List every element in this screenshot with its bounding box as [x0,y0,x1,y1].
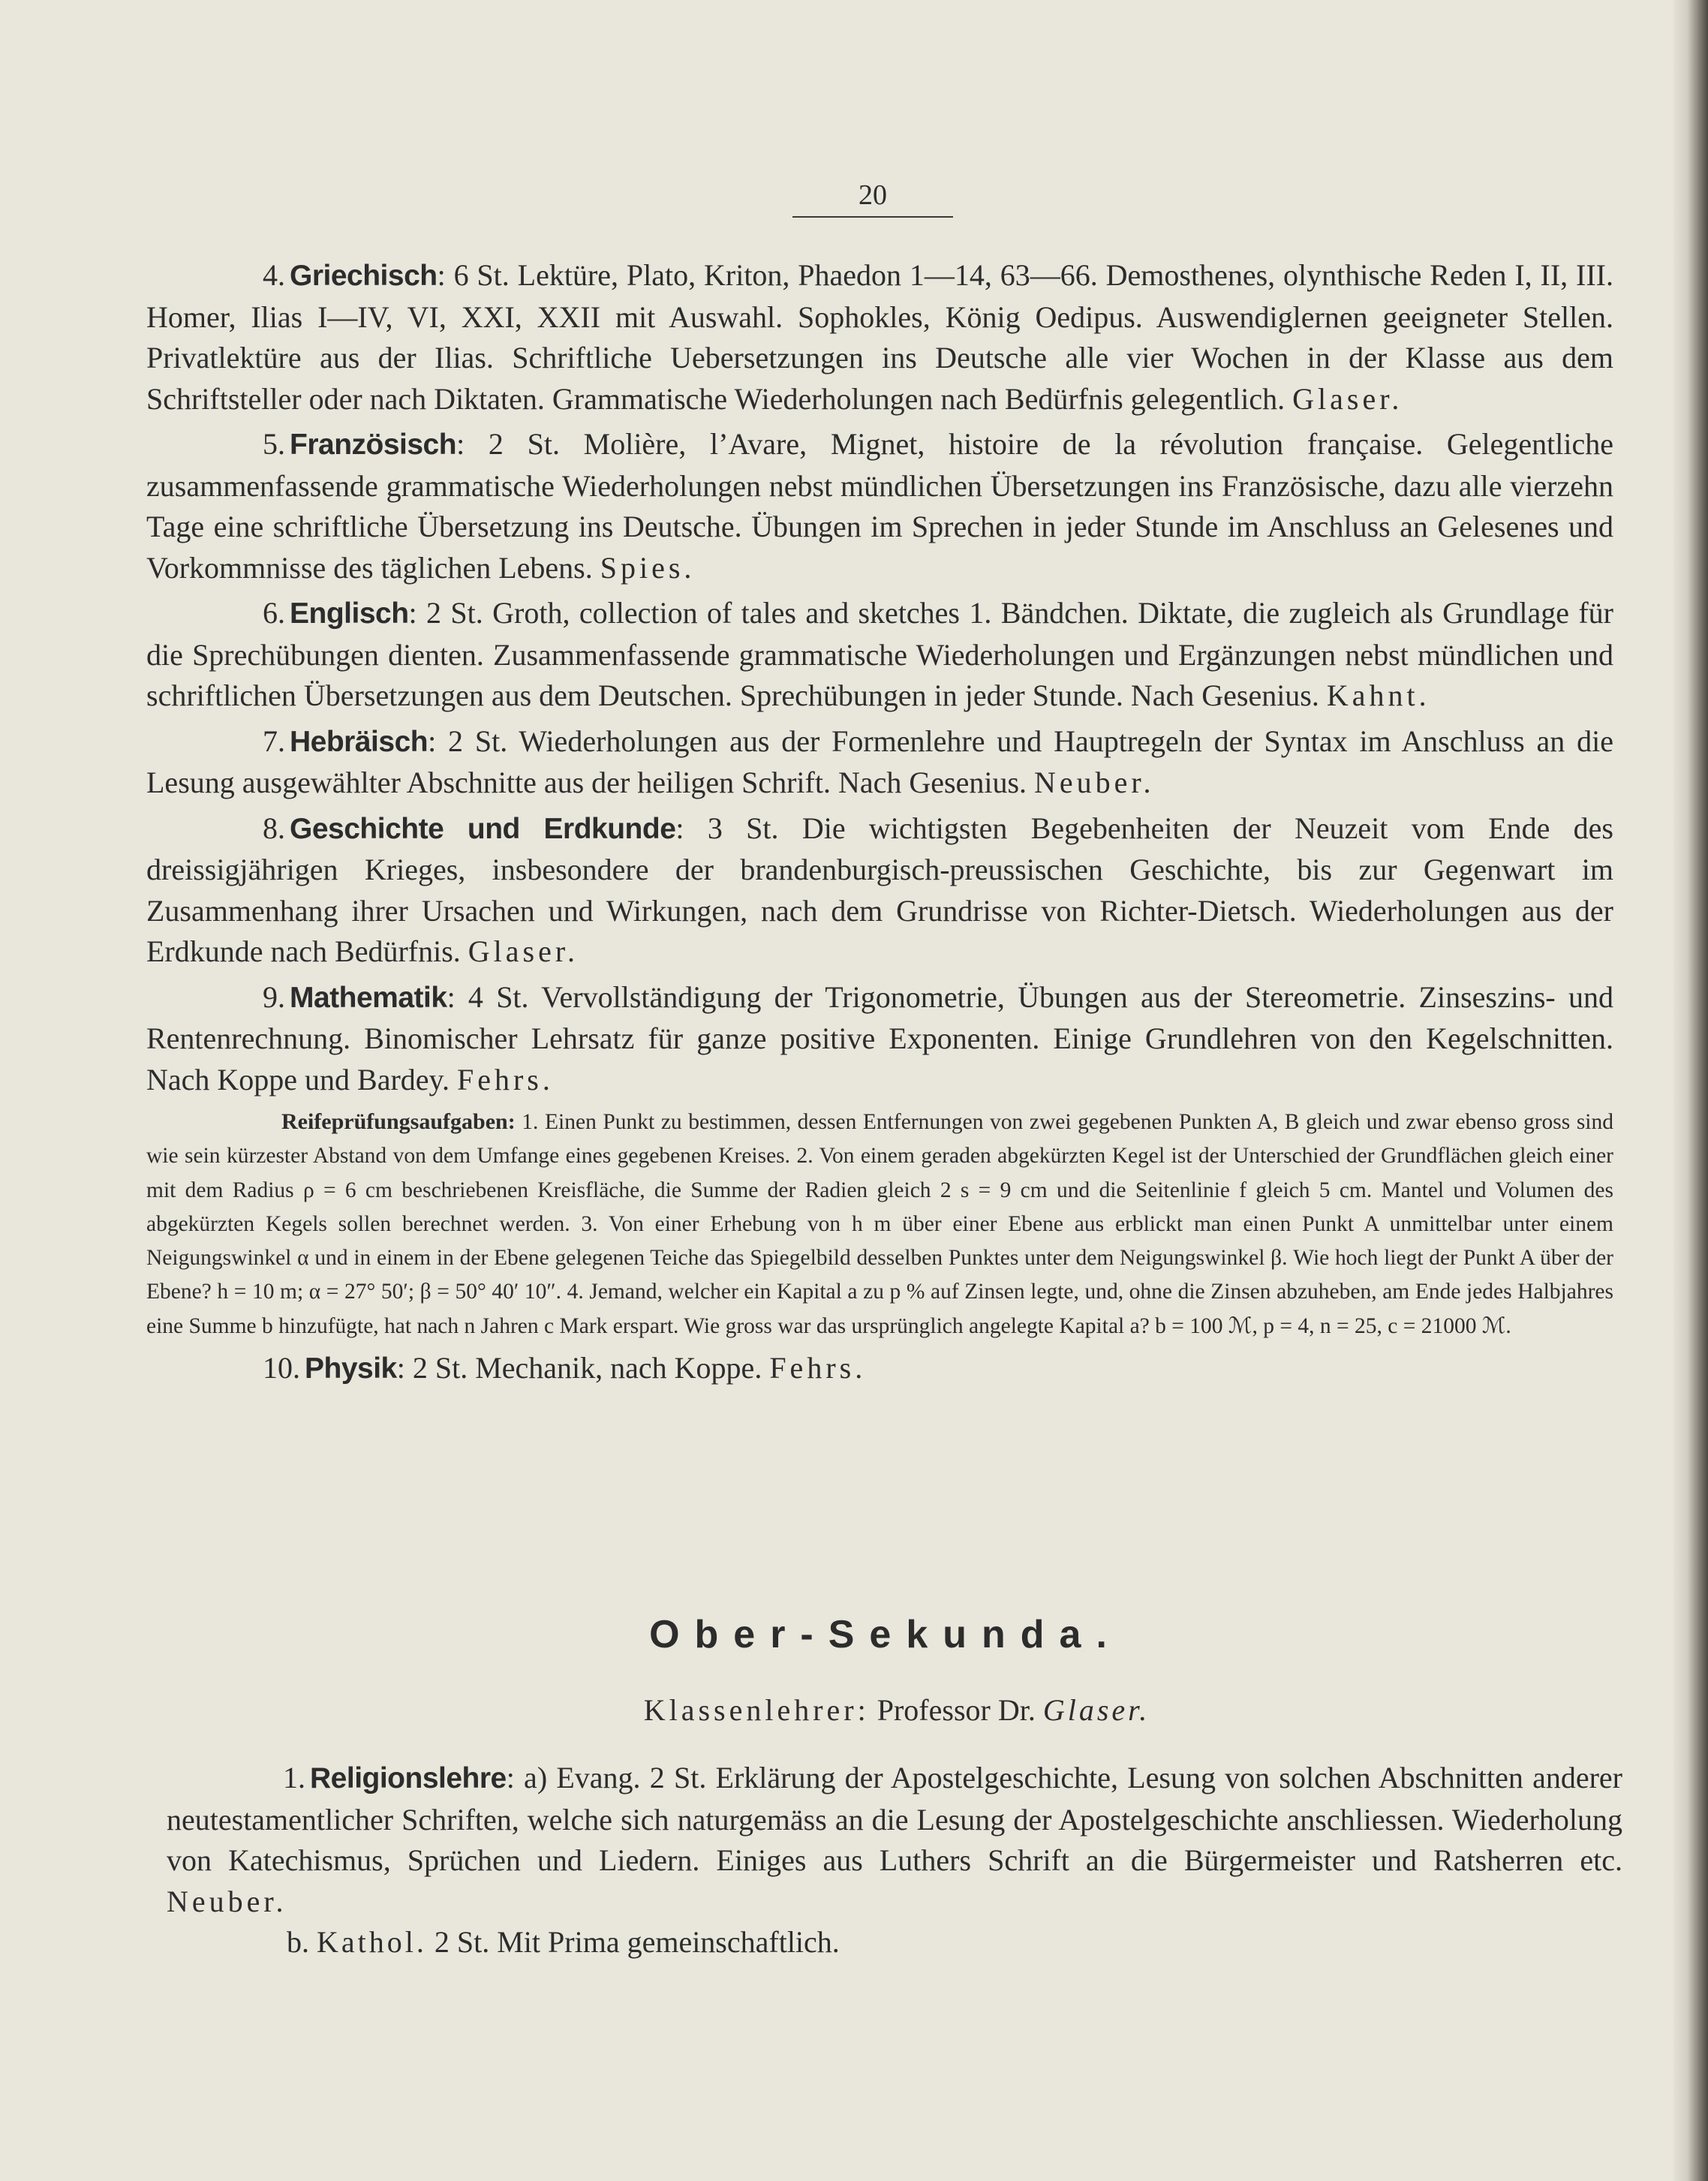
subject-text: : 6 St. Lektüre, Plato, Kriton, Phaedon 1—14, 63—66. Demosthenes, olynthische Reden I, II, III. Homer, Ilias I—IV, VI, XXI, XXII mit Auswahl. Sophokles, König Oedipus. Auswendiglernen geeigneter Stellen. Privatlektüre aus der Ilias. Schriftliche Uebersetzungen ins Deutsche alle vier Wochen in der Klasse aus dem Schriftsteller oder nach Diktaten. Grammatische Wiederholungen nach Bedürfnis gelegentlich. [146,258,1613,416]
page-number: 20 [792,179,953,218]
klassenlehrer-title: Professor Dr. [877,1693,1036,1727]
subject-text: : 2 St. Groth, collection of tales and sketches 1. Bändchen. Diktate, die zugleich als Grundlage für die Sprechübungen dienten. Zusammenfassende grammatische Wiederholungen und Ergänzungen nebst mündlichen und schriftlichen Übersetzungen aus dem Deutschen. Sprechübungen in jeder Stunde. Nach Gesenius. [146,596,1613,712]
subject-text: : 2 St. Molière, l’Avare, Mignet, histoire de la révolution française. Gelegentliche zusammenfassende grammatische Wiederholungen nebst mündlichen Übersetzungen ins Französische, dazu alle vierzehn Tage eine schriftliche Übersetzung ins Deutsche. Übungen im Sprechen in jeder Stunde im Anschluss an Gelesenes und Vorkommnisse des täglichen Lebens. [146,427,1613,585]
subject-title: Mathematik [290,981,447,1014]
subject-title: Physik [305,1352,397,1385]
subject-title: Geschichte und Erdkunde [290,812,676,845]
teacher-name: Neuber. [167,1884,287,1918]
teacher-name: Spies. [600,550,696,585]
ober-sekunda-block [167,1758,1622,1963]
subject-text: : 2 St. Mechanik, nach Koppe. [396,1351,762,1385]
klassenlehrer-label: Klassenlehrer: [643,1693,870,1727]
subject-griechisch: 4. Griechisch: 6 St. Lektüre, Plato, Kriton, Phaedon 1—14, 63—66. Demosthenes, olynthische Reden I, II, III. Homer, Ilias I—IV, VI, XXI, XXII mit Auswahl. Sophokles, König Oedipus. Auswendiglernen geeigneter Stellen. Privatlektüre aus der Ilias. Schriftliche Uebersetzungen ins Deutsche alle vier Wochen in der Klasse aus dem Schriftsteller oder nach Diktaten. Grammatische Wiederholungen nach Bedürfnis gelegentlich. Glaser. [146,258,1613,416]
subject-religion-kathol: b. Kathol. 2 St. Mit Prima gemeinschaftlich. [287,1925,840,1959]
book-spine-shadow [1673,0,1708,2181]
teacher-name: Fehrs. [769,1351,867,1385]
subject-title: Religionslehre [310,1762,507,1794]
subject-text: : 4 St. Vervollständigung der Trigonometrie, Übungen aus der Stereometrie. Zinseszins- und Rentenrechnung. Binomischer Lehrsatz für ganze positive Exponenten. Einige Grundlehren von den Kegelschnitten. Nach Koppe und Bardey. [146,979,1613,1097]
subject-mathematik: 9. Mathematik: 4 St. Vervollständigung der Trigonometrie, Übungen aus der Stereometrie. Zinseszins- und Rentenrechnung. Binomischer Lehrsatz für ganze positive Exponenten. Einige Grundlehren von den Kegelschnitten. Nach Koppe und Bardey. Fehrs. [146,979,1613,1097]
subject-religionslehre: 1. Religionslehre: a) Evang. 2 St. Erklärung der Apostelgeschichte, Lesung von solchen Abschnitten anderer neutestamentlicher Schriften, welche sich naturgemäss an die Lesung der Apostelgeschichte anschliessen. Wiederholung von Katechismus, Sprüchen und Liedern. Einiges aus Luthers Schrift an die Bürgermeister und Ratsherren etc. Neuber. [167,1761,1622,1918]
teacher-name: Kahnt. [1326,678,1430,712]
subject-hebraeisch: 7. Hebräisch: 2 St. Wiederholungen aus der Formenlehre und Hauptregeln der Syntax im Anschluss an die Lesung ausgewählter Abschnitte aus der heiligen Schrift. Nach Gesenius. Neuber. [146,723,1613,799]
klassenlehrer-name: Glaser. [1042,1693,1150,1727]
subject-title: Griechisch [290,260,438,292]
subject-text: : 3 St. Die wichtigsten Begebenheiten der Neuzeit vom Ende des dreissigjährigen Krieges, insbesondere der brandenburgisch-preussischen Geschichte, bis zur Gegenwart im Zusammenhang ihrer Ursachen und Wirkungen, nach dem Grundrisse von Richter-Dietsch. Wiederholungen aus der Erdkunde nach Bedürfnis. [146,811,1613,968]
subject-title: Hebräisch [290,725,429,758]
teacher-name: Glaser. [468,934,579,968]
reife-text: 1. Einen Punkt zu bestimmen, dessen Entfernungen von zwei gegebenen Punkten A, B gleich und zwar ebenso gross sind wie sein kürzester Abstand von dem Umfange eines gegebenen Kreises. 2. Von einem geraden abgekürzten Kegel ist der Unterschied der Grundflächen gleich einer mit dem Radius ρ = 6 cm beschriebenen Kreisfläche, die Summe der Radien gleich 2 s = 9 cm und die Seitenlinie f gleich 5 cm. Mantel und Volumen des abgekürzten Kegels sollen berechnet werden. 3. Von einer Erhebung von h m über einer Ebene aus erblickt man einen Punkt A unmittelbar unter einem Neigungswinkel α und in einem in der Ebene gelegenen Teiche das Spiegelbild desselben Punktes unter dem Neigungswinkel β. Wie hoch liegt der Punkt A über der Ebene? h = 10 m; α = 27° 50′; β = 50° 40′ 10″. 4. Jemand, welcher ein Kapital a zu p % auf Zinsen legte, und, ohne die Zinsen abzuheben, am Ende jedes Halbjahres eine Summe b hinzufügte, hat nach n Jahren c Mark erspart. Wie gross war das ursprünglich angelegte Kapital a? b = 100 ℳ, p = 4, n = 25, c = 21000 ℳ. [146,1110,1613,1338]
teacher-name: Fehrs. [456,1062,554,1097]
teacher-name: Glaser. [1292,381,1403,416]
subject-text: : 2 St. Wiederholungen aus der Formenlehre und Hauptregeln der Syntax im Anschluss an die Lesung ausgewählter Abschnitte aus der heiligen Schrift. Nach Gesenius. [146,723,1613,799]
subject-text: : a) Evang. 2 St. Erklärung der Apostelgeschichte, Lesung von solchen Abschnitten anderer neutestamentlicher Schriften, welche sich naturgemäss an die Lesung der Apostelgeschichte anschliessen. Wiederholung von Katechismus, Sprüchen und Liedern. Einiges aus Luthers Schrift an die Bürgermeister und Ratsherren etc. [167,1761,1622,1877]
subject-title: Englisch [290,597,409,630]
subject-physik: 10. Physik: 2 St. Mechanik, nach Koppe. Fehrs. [263,1351,867,1385]
reifepruefung-aufgaben [146,1105,1613,1343]
subject-title: Französisch [290,429,457,461]
teacher-name: Neuber. [1034,766,1155,799]
reife-label: Reifeprüfungsaufgaben: [281,1109,516,1134]
subject-geschichte-erdkunde: 8. Geschichte und Erdkunde: 3 St. Die wichtigsten Begebenheiten der Neuzeit vom Ende des dreissigjährigen Krieges, insbesondere der brandenburgisch-preussischen Geschichte, bis zur Gegenwart im Zusammenhang ihrer Ursachen und Wirkungen, nach dem Grundrisse von Richter-Dietsch. Wiederholungen aus der Erdkunde nach Bedürfnis. Glaser. [146,811,1613,968]
subject-englisch: 6. Englisch: 2 St. Groth, collection of tales and sketches 1. Bändchen. Diktate, die zugleich als Grundlage für die Sprechübungen dienten. Zusammenfassende grammatische Wiederholungen und Ergänzungen nebst mündlichen und schriftlichen Übersetzungen aus dem Deutschen. Sprechübungen in jeder Stunde. Nach Gesenius. Kahnt. [146,596,1613,712]
section-heading: Ober-Sekunda. [649,1613,1122,1656]
klassenlehrer-line [574,1692,1219,1728]
subject-franzoesisch: 5. Französisch: 2 St. Molière, l’Avare, Mignet, histoire de la révolution française. Gelegentliche zusammenfassende grammatische Wiederholungen nebst mündlichen Übersetzungen ins Französische, dazu alle vierzehn Tage eine schriftliche Übersetzung ins Deutsche. Übungen im Sprechen in jeder Stunde im Anschluss an Gelesenes und Vorkommnisse des täglichen Lebens. Spies. [146,427,1613,585]
subjects-block [146,255,1613,1394]
